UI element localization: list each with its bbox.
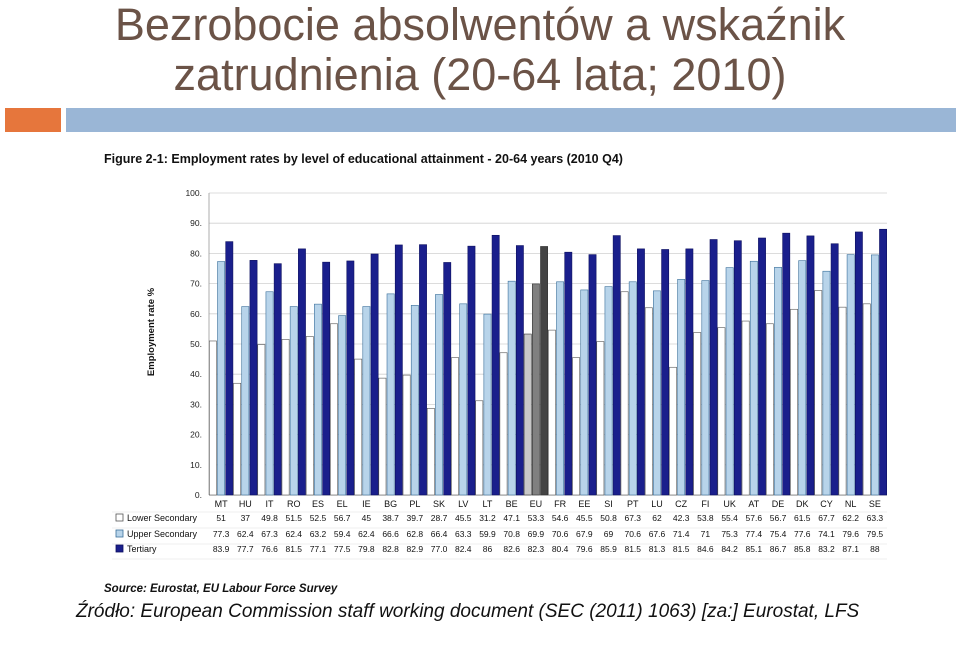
data-label: 31.2 [479,513,496,523]
data-label: 63.2 [309,529,327,539]
bar-upper-secondary-lv [460,304,467,495]
data-label: 67.3 [261,529,278,539]
bar-tertiary-uk [734,241,741,495]
x-tick-label: HU [238,499,252,509]
data-label: 85.1 [745,544,763,554]
bar-lower-secondary-fi [694,333,701,495]
data-label: 86 [482,544,493,554]
data-label: 70.6 [551,529,569,539]
bar-upper-secondary-fi [702,281,709,495]
data-label: 77.1 [309,544,327,554]
x-tick-label: PT [626,499,639,509]
bar-lower-secondary-cy [815,291,822,495]
data-label: 82.9 [406,544,424,554]
data-label: 62 [652,513,662,523]
data-label: 28.7 [430,513,448,523]
x-tick-label: IE [362,499,371,509]
bar-upper-secondary-hu [242,307,249,495]
x-tick-label: BE [505,499,518,509]
data-label: 77.3 [212,529,230,539]
data-label: 38.7 [382,513,399,523]
data-label: 80.4 [551,544,569,554]
bar-upper-secondary-dk [799,261,806,495]
data-label: 52.5 [309,513,327,523]
bar-upper-secondary-se [871,255,878,495]
data-label: 79.6 [842,529,859,539]
bar-lower-secondary-at [742,321,749,495]
data-label: 71 [700,529,711,539]
x-tick-label: FI [701,499,710,509]
data-label: 53.8 [697,513,714,523]
bar-upper-secondary-at [750,261,757,495]
bar-upper-secondary-pt [629,282,636,495]
bar-tertiary-se [879,229,886,495]
bar-tertiary-pl [419,245,426,495]
data-label: 75.4 [769,529,787,539]
data-label: 77.4 [745,529,763,539]
bar-tertiary-cz [686,249,693,495]
bar-lower-secondary-fr [548,330,555,495]
data-label: 67.6 [648,529,666,539]
bar-upper-secondary-lt [484,314,491,495]
data-label: 49.8 [261,513,278,523]
x-tick-label: ES [311,499,324,509]
bar-upper-secondary-eu [532,284,539,495]
bar-tertiary-sk [444,262,451,495]
data-label: 47.1 [503,513,520,523]
data-label: 67.7 [818,513,835,523]
data-label: 53.3 [527,513,545,523]
data-label: 69.9 [527,529,545,539]
legend-entry: Tertiary [127,544,157,554]
bar-lower-secondary-ee [573,358,580,495]
data-label: 81.5 [672,544,690,554]
data-label: 39.7 [406,513,424,523]
y-axis-label: Employment rate % [146,287,157,377]
data-label: 85.8 [793,544,811,554]
x-tick-label: IT [265,499,274,509]
data-label: 77.6 [793,529,811,539]
bar-upper-secondary-bg [387,294,394,495]
data-label: 67.9 [576,529,593,539]
data-label: 62.2 [842,513,859,523]
bar-lower-secondary-se [863,304,870,495]
bar-upper-secondary-nl [847,255,854,495]
data-table [112,512,887,559]
data-label: 63.3 [454,529,472,539]
bar-tertiary-cy [831,244,838,495]
x-tick-label: LU [651,499,663,509]
data-label: 56.7 [769,513,787,523]
bar-lower-secondary-eu [524,334,531,495]
bar-tertiary-lv [468,246,475,495]
bar-lower-secondary-nl [839,307,846,495]
bar-lower-secondary-it [258,345,265,495]
bar-tertiary-nl [855,232,862,495]
x-tick-label: DE [771,499,785,509]
chart-title: Figure 2-1: Employment rates by level of educational attainment - 20-64 years (2010 Q4) [104,152,623,166]
legend-swatch [116,514,123,521]
title-line-2: zatrudnienia (20-64 lata; 2010) [173,49,787,100]
data-label: 77.0 [430,544,448,554]
data-label: 70.8 [503,529,520,539]
x-tick-label: PL [409,499,421,509]
data-label: 59.4 [333,529,351,539]
bar-lower-secondary-ro [282,339,289,495]
data-label: 84.2 [721,544,738,554]
bar-tertiary-it [274,264,281,495]
bar-lower-secondary-sk [427,408,434,495]
bar-upper-secondary-ie [363,307,370,495]
data-label: 83.9 [212,544,230,554]
data-label: 79.8 [358,544,375,554]
data-label: 66.4 [430,529,448,539]
bar-tertiary-fr [565,252,572,495]
bar-tertiary-pt [637,249,644,495]
bar-upper-secondary-pl [411,305,418,495]
y-tick-label: 50. [190,339,202,349]
bar-upper-secondary-it [266,292,273,495]
x-tick-label: LT [482,499,493,509]
bar-tertiary-fi [710,240,717,495]
bar-lower-secondary-lv [451,358,458,495]
bar-lower-secondary-lu [645,308,652,495]
bar-tertiary-si [613,236,620,495]
bar-lower-secondary-pt [621,292,628,495]
data-label: 66.6 [382,529,399,539]
x-tick-label: CZ [675,499,688,509]
bar-tertiary-ro [298,249,305,495]
x-tick-label: UK [723,499,736,509]
bar-lower-secondary-mt [209,341,216,495]
bar-lower-secondary-cz [669,367,676,495]
data-label: 81.3 [648,544,666,554]
y-tick-label: 60. [190,308,202,319]
data-label: 83.2 [818,544,835,554]
source-caption: Źródło: European Commission staff working document (SEC (2011) 1063) [za:] Eurostat, LFS [76,601,860,622]
data-label: 84.6 [697,544,714,554]
bar-upper-secondary-de [774,267,781,495]
bar-upper-secondary-uk [726,268,733,495]
bar-upper-secondary-cy [823,271,830,495]
data-label: 81.5 [624,544,642,554]
data-label: 67.3 [624,513,642,523]
x-tick-label: SE [868,499,881,509]
bar-lower-secondary-de [766,324,773,495]
bar-upper-secondary-ro [290,307,297,495]
bar-upper-secondary-si [605,287,612,495]
data-label: 86.7 [769,544,787,554]
bar-tertiary-es [323,262,330,495]
bar-tertiary-at [758,238,765,495]
bar-tertiary-lu [662,249,669,495]
data-label: 87.1 [842,544,859,554]
bar-lower-secondary-uk [718,328,725,495]
bar-tertiary-hu [250,260,257,495]
bar-upper-secondary-es [314,304,321,495]
data-label: 62.4 [237,529,254,539]
data-label: 82.6 [503,544,520,554]
data-label: 79.5 [866,529,884,539]
x-tick-label: CY [820,499,833,509]
x-tick-label: EL [336,499,348,509]
bar-lower-secondary-pl [403,375,410,495]
data-label: 45.5 [454,513,472,523]
data-label: 63.3 [866,513,884,523]
bar-lower-secondary-hu [234,383,241,495]
bar-lower-secondary-bg [379,378,386,495]
data-label: 54.6 [551,513,569,523]
bar-tertiary-ee [589,255,596,495]
data-label: 51 [216,513,226,523]
data-label: 59.9 [479,529,496,539]
x-tick-label: MT [214,499,228,509]
data-label: 55.4 [721,513,738,523]
legend-swatch [116,545,123,552]
data-label: 45.5 [576,513,593,523]
bar-upper-secondary-el [339,316,346,495]
legend-entry: Upper Secondary [127,529,198,539]
bar-lower-secondary-si [597,342,604,495]
data-label: 88 [870,544,880,554]
bar-upper-secondary-ee [581,290,588,495]
bar-lower-secondary-dk [790,309,797,495]
bar-lower-secondary-lt [476,401,483,495]
bar-tertiary-el [347,261,354,495]
data-label: 56.7 [333,513,351,523]
bar-lower-secondary-be [500,353,507,495]
y-tick-label: 70. [190,278,202,289]
data-label: 85.9 [600,544,617,554]
bar-tertiary-eu [540,246,547,495]
data-label: 82.8 [382,544,399,554]
y-tick-label: 30. [190,399,202,410]
data-label: 50.8 [600,513,617,523]
bar-tertiary-de [783,233,790,495]
bar-lower-secondary-ie [355,359,362,495]
bar-tertiary-be [516,246,523,495]
bar-tertiary-dk [807,236,814,495]
data-label: 62.4 [285,529,303,539]
y-tick-label: 90. [190,218,202,229]
x-tick-label: BG [384,499,398,509]
bar-upper-secondary-fr [557,282,564,495]
bar-lower-secondary-el [330,324,337,495]
legend-swatch [116,530,123,537]
bar-tertiary-bg [395,245,402,495]
y-tick-label: 40. [190,369,202,380]
data-label: 37 [240,513,251,523]
x-tick-label: DK [795,499,809,509]
bar-upper-secondary-lu [653,291,660,495]
bar-tertiary-mt [226,242,233,495]
data-label: 81.5 [285,544,303,554]
data-label: 51.5 [285,513,303,523]
bar-upper-secondary-be [508,281,515,495]
data-label: 69 [603,529,614,539]
data-label: 75.3 [721,529,738,539]
data-label: 57.6 [745,513,763,523]
y-tick-label: 100. [185,188,202,198]
bar-tertiary-lt [492,235,499,495]
x-tick-label: EE [578,499,591,509]
bar-lower-secondary-es [306,336,313,495]
x-tick-label: LV [458,499,469,509]
y-tick-label: 10. [190,459,202,470]
bar-upper-secondary-cz [678,279,685,495]
data-label: 82.3 [527,544,545,554]
data-label: 62.8 [406,529,424,539]
bar-upper-secondary-mt [218,262,225,495]
bar-upper-secondary-sk [435,294,442,495]
x-tick-label: SI [604,499,613,509]
data-label: 61.5 [793,513,811,523]
data-label: 77.5 [333,544,351,554]
x-tick-label: AT [748,499,760,509]
x-tick-label: EU [529,499,543,509]
data-label: 77.7 [237,544,254,554]
y-tick-label: 20. [190,429,202,440]
chart-source: Source: Eurostat, EU Labour Force Survey [104,583,338,595]
data-label: 76.6 [261,544,278,554]
y-tick-label: 0. [194,490,202,500]
data-label: 42.3 [672,513,690,523]
y-tick-label: 80. [190,248,202,259]
bar-tertiary-ie [371,254,378,495]
data-label: 74.1 [818,529,835,539]
plot-area [185,188,887,509]
data-label: 79.6 [576,544,593,554]
legend-entry: Lower Secondary [127,513,198,523]
data-label: 82.4 [454,544,472,554]
x-tick-label: SK [433,499,446,509]
data-label: 62.4 [358,529,375,539]
data-label: 71.4 [672,529,690,539]
x-tick-label: FR [554,499,567,509]
data-label: 70.6 [624,529,642,539]
x-tick-label: NL [844,499,857,509]
data-label: 45 [361,513,372,523]
x-tick-label: RO [287,499,301,509]
title-line-1: Bezrobocie absolwentów a wskaźnik [114,0,846,50]
